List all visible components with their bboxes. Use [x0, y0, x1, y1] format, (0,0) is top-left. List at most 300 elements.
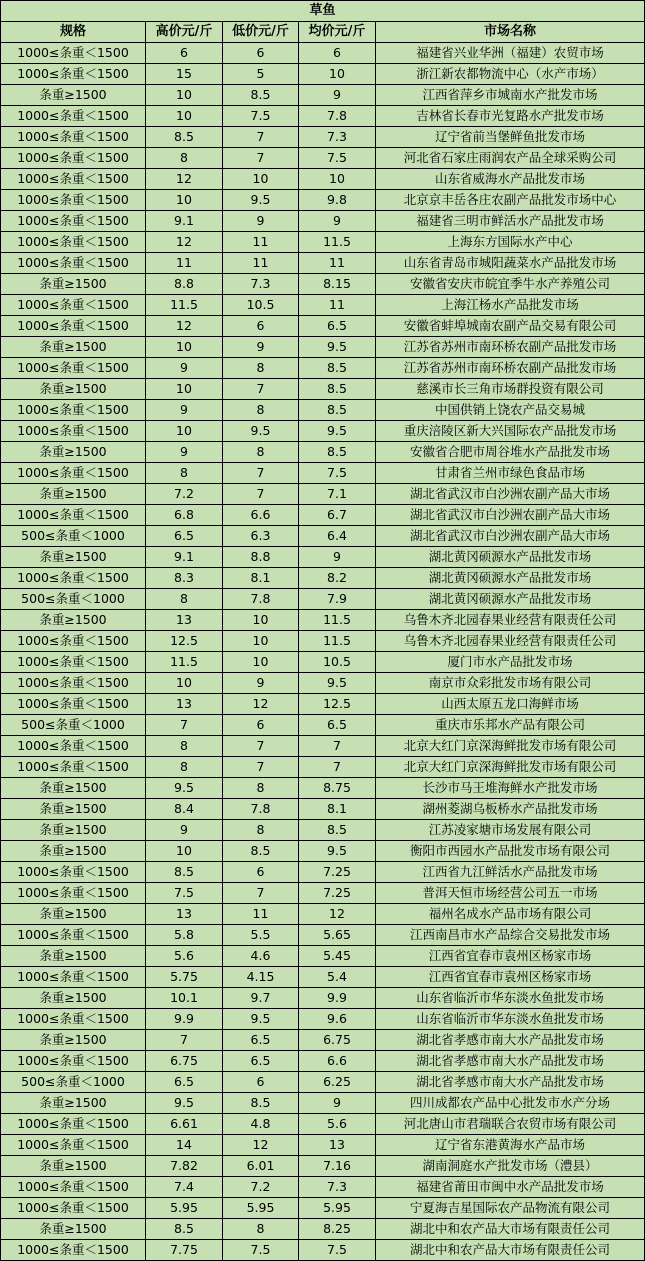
low-price-cell: 10: [223, 631, 299, 652]
high-price-cell: 9: [146, 820, 223, 841]
low-price-cell: 4.8: [223, 1114, 299, 1135]
avg-price-cell: 9.5: [299, 841, 376, 862]
avg-price-cell: 8.15: [299, 274, 376, 295]
high-price-cell: 5.75: [146, 967, 223, 988]
table-row: [1, 253, 645, 274]
high-price-cell: 7.82: [146, 1156, 223, 1177]
spec-cell: 1000≤条重＜1500: [1, 1240, 146, 1261]
avg-price-cell: 9.6: [299, 1009, 376, 1030]
high-price-cell: 8: [146, 736, 223, 757]
low-price-cell: 8.8: [223, 547, 299, 568]
high-price-cell: 13: [146, 904, 223, 925]
table-row: [1, 274, 645, 295]
low-price-cell: 10: [223, 610, 299, 631]
market-name-cell: 河北省石家庄雨润农产品全球采购公司: [376, 148, 645, 169]
market-name-cell: 江苏省苏州市南环桥农副产品批发市场: [376, 337, 645, 358]
market-name-cell: 山西太原五龙口海鲜市场: [376, 694, 645, 715]
avg-price-cell: 5.6: [299, 1114, 376, 1135]
market-name-cell: 山东省临沂市华东淡水鱼批发市场: [376, 1009, 645, 1030]
market-name-cell: 乌鲁木齐北园春果业经营有限责任公司: [376, 631, 645, 652]
table-row: [1, 337, 645, 358]
avg-price-cell: 8.1: [299, 799, 376, 820]
avg-price-cell: 9: [299, 211, 376, 232]
high-price-cell: 11.5: [146, 295, 223, 316]
table-row: [1, 316, 645, 337]
low-price-cell: 8: [223, 778, 299, 799]
spec-cell: 1000≤条重＜1500: [1, 463, 146, 484]
avg-price-cell: 7.3: [299, 1177, 376, 1198]
spec-cell: 条重≥1500: [1, 337, 146, 358]
spec-cell: 条重≥1500: [1, 946, 146, 967]
spec-cell: 1000≤条重＜1500: [1, 1009, 146, 1030]
low-price-cell: 4.15: [223, 967, 299, 988]
avg-price-cell: 11.5: [299, 610, 376, 631]
avg-price-cell: 9: [299, 85, 376, 106]
low-price-cell: 5.5: [223, 925, 299, 946]
column-header-high-price: 高价元/斤: [146, 22, 223, 43]
table-row: [1, 631, 645, 652]
table-row: [1, 148, 645, 169]
market-name-cell: 上海江杨水产品批发市场: [376, 295, 645, 316]
low-price-cell: 6: [223, 1072, 299, 1093]
avg-price-cell: 8.5: [299, 400, 376, 421]
low-price-cell: 8: [223, 820, 299, 841]
table-row: [1, 1093, 645, 1114]
low-price-cell: 7.8: [223, 589, 299, 610]
spec-cell: 1000≤条重＜1500: [1, 757, 146, 778]
high-price-cell: 8: [146, 589, 223, 610]
table-row: [1, 400, 645, 421]
spec-cell: 1000≤条重＜1500: [1, 1051, 146, 1072]
low-price-cell: 6: [223, 715, 299, 736]
market-name-cell: 辽宁省前当堡鲜鱼批发市场: [376, 127, 645, 148]
low-price-cell: 8.5: [223, 1093, 299, 1114]
low-price-cell: 8.5: [223, 841, 299, 862]
spec-cell: 条重≥1500: [1, 841, 146, 862]
avg-price-cell: 6: [299, 43, 376, 64]
table-row: [1, 379, 645, 400]
high-price-cell: 13: [146, 694, 223, 715]
spec-cell: 条重≥1500: [1, 1030, 146, 1051]
low-price-cell: 9.5: [223, 190, 299, 211]
market-name-cell: 河北唐山市君瑞联合农贸市场有限公司: [376, 1114, 645, 1135]
low-price-cell: 6: [223, 862, 299, 883]
avg-price-cell: 7: [299, 736, 376, 757]
spec-cell: 1000≤条重＜1500: [1, 967, 146, 988]
avg-price-cell: 6.6: [299, 1051, 376, 1072]
spec-cell: 1000≤条重＜1500: [1, 295, 146, 316]
high-price-cell: 9.1: [146, 547, 223, 568]
market-name-cell: 江西省宜春市袁州区杨家市场: [376, 946, 645, 967]
market-name-cell: 湖北中和农产品大市场有限责任公司: [376, 1240, 645, 1261]
table-row: [1, 925, 645, 946]
spec-cell: 1000≤条重＜1500: [1, 43, 146, 64]
high-price-cell: 9: [146, 400, 223, 421]
low-price-cell: 10.5: [223, 295, 299, 316]
spec-cell: 条重≥1500: [1, 547, 146, 568]
spec-cell: 1000≤条重＜1500: [1, 568, 146, 589]
high-price-cell: 10.1: [146, 988, 223, 1009]
low-price-cell: 5.95: [223, 1198, 299, 1219]
high-price-cell: 10: [146, 190, 223, 211]
avg-price-cell: 8.25: [299, 1219, 376, 1240]
market-name-cell: 江西南昌市水产品综合交易批发市场: [376, 925, 645, 946]
spec-cell: 1000≤条重＜1500: [1, 190, 146, 211]
column-header-low-price: 低价元/斤: [223, 22, 299, 43]
high-price-cell: 9.1: [146, 211, 223, 232]
high-price-cell: 8.8: [146, 274, 223, 295]
table-row: [1, 946, 645, 967]
low-price-cell: 6.6: [223, 505, 299, 526]
spec-cell: 1000≤条重＜1500: [1, 169, 146, 190]
spec-cell: 1000≤条重＜1500: [1, 1135, 146, 1156]
table-row: [1, 547, 645, 568]
table-row: [1, 442, 645, 463]
high-price-cell: 7.4: [146, 1177, 223, 1198]
avg-price-cell: 8.5: [299, 379, 376, 400]
avg-price-cell: 7.1: [299, 484, 376, 505]
market-name-cell: 浙江新农都物流中心（水产市场）: [376, 64, 645, 85]
high-price-cell: 10: [146, 421, 223, 442]
spec-cell: 条重≥1500: [1, 85, 146, 106]
spec-cell: 条重≥1500: [1, 379, 146, 400]
low-price-cell: 11: [223, 904, 299, 925]
low-price-cell: 6.5: [223, 1030, 299, 1051]
low-price-cell: 7.5: [223, 106, 299, 127]
market-name-cell: 湖北黄冈硕源水产品批发市场: [376, 589, 645, 610]
high-price-cell: 10: [146, 337, 223, 358]
high-price-cell: 9: [146, 442, 223, 463]
low-price-cell: 9.5: [223, 1009, 299, 1030]
low-price-cell: 9.7: [223, 988, 299, 1009]
spec-cell: 500≤条重＜1000: [1, 1072, 146, 1093]
table-row: [1, 169, 645, 190]
market-name-cell: 安徽省安庆市皖宜季牛水产养殖公司: [376, 274, 645, 295]
avg-price-cell: 9.8: [299, 190, 376, 211]
low-price-cell: 12: [223, 694, 299, 715]
low-price-cell: 7: [223, 883, 299, 904]
high-price-cell: 8: [146, 463, 223, 484]
spec-cell: 500≤条重＜1000: [1, 715, 146, 736]
high-price-cell: 13: [146, 610, 223, 631]
market-name-cell: 上海东方国际水产中心: [376, 232, 645, 253]
avg-price-cell: 7.25: [299, 862, 376, 883]
column-header-spec: 规格: [1, 22, 146, 43]
low-price-cell: 6.3: [223, 526, 299, 547]
high-price-cell: 12: [146, 232, 223, 253]
market-name-cell: 安徽省合肥市周谷堆水产品批发市场: [376, 442, 645, 463]
high-price-cell: 10: [146, 85, 223, 106]
low-price-cell: 8.1: [223, 568, 299, 589]
spec-cell: 1000≤条重＜1500: [1, 694, 146, 715]
table-row: [1, 1009, 645, 1030]
market-name-cell: 重庆涪陵区新大兴国际农产品批发市场: [376, 421, 645, 442]
high-price-cell: 12: [146, 316, 223, 337]
avg-price-cell: 9.5: [299, 421, 376, 442]
high-price-cell: 7: [146, 1030, 223, 1051]
avg-price-cell: 7.8: [299, 106, 376, 127]
high-price-cell: 7.2: [146, 484, 223, 505]
table-row: [1, 190, 645, 211]
avg-price-cell: 7: [299, 757, 376, 778]
avg-price-cell: 7.25: [299, 883, 376, 904]
low-price-cell: 6.01: [223, 1156, 299, 1177]
high-price-cell: 6.75: [146, 1051, 223, 1072]
market-name-cell: 长沙市马王堆海鲜水产批发市场: [376, 778, 645, 799]
avg-price-cell: 7.16: [299, 1156, 376, 1177]
avg-price-cell: 6.7: [299, 505, 376, 526]
table-row: [1, 43, 645, 64]
market-name-cell: 福建省三明市鲜活水产品批发市场: [376, 211, 645, 232]
low-price-cell: 6: [223, 316, 299, 337]
low-price-cell: 8.5: [223, 85, 299, 106]
low-price-cell: 11: [223, 232, 299, 253]
market-name-cell: 普洱天恒市场经营公司五一市场: [376, 883, 645, 904]
table-row: [1, 799, 645, 820]
market-name-cell: 湖北省孝感市南大水产品批发市场: [376, 1072, 645, 1093]
table-row: [1, 526, 645, 547]
spec-cell: 条重≥1500: [1, 778, 146, 799]
table-row: [1, 1114, 645, 1135]
market-name-cell: 慈溪市长三角市场群投资有限公司: [376, 379, 645, 400]
market-name-cell: 安徽省蚌埠城南农副产品交易有限公司: [376, 316, 645, 337]
avg-price-cell: 10: [299, 64, 376, 85]
avg-price-cell: 7.5: [299, 148, 376, 169]
table-row: [1, 85, 645, 106]
avg-price-cell: 11: [299, 253, 376, 274]
table-row: [1, 127, 645, 148]
avg-price-cell: 9: [299, 547, 376, 568]
high-price-cell: 6.5: [146, 1072, 223, 1093]
high-price-cell: 7: [146, 715, 223, 736]
high-price-cell: 8.3: [146, 568, 223, 589]
market-name-cell: 辽宁省东港黄海水产品市场: [376, 1135, 645, 1156]
low-price-cell: 11: [223, 253, 299, 274]
high-price-cell: 5.8: [146, 925, 223, 946]
high-price-cell: 12.5: [146, 631, 223, 652]
low-price-cell: 7: [223, 379, 299, 400]
spec-cell: 500≤条重＜1000: [1, 589, 146, 610]
table-title: 草鱼: [1, 1, 645, 22]
market-name-cell: 四川成都农产品中心批发市水产分场: [376, 1093, 645, 1114]
market-name-cell: 湖州菱湖乌板桥水产品批发市场: [376, 799, 645, 820]
table-row: [1, 904, 645, 925]
avg-price-cell: 9.5: [299, 337, 376, 358]
high-price-cell: 6.5: [146, 526, 223, 547]
market-name-cell: 江西省萍乡市城南水产批发市场: [376, 85, 645, 106]
high-price-cell: 10: [146, 673, 223, 694]
avg-price-cell: 7.5: [299, 1240, 376, 1261]
avg-price-cell: 6.25: [299, 1072, 376, 1093]
market-name-cell: 北京京丰岳各庄农副产品批发市场中心: [376, 190, 645, 211]
high-price-cell: 7.5: [146, 883, 223, 904]
spec-cell: 条重≥1500: [1, 904, 146, 925]
low-price-cell: 6.5: [223, 1051, 299, 1072]
high-price-cell: 8.5: [146, 862, 223, 883]
spec-cell: 1000≤条重＜1500: [1, 358, 146, 379]
table-row: [1, 715, 645, 736]
low-price-cell: 5: [223, 64, 299, 85]
table-row: [1, 589, 645, 610]
spec-cell: 1000≤条重＜1500: [1, 652, 146, 673]
low-price-cell: 7: [223, 484, 299, 505]
spec-cell: 1000≤条重＜1500: [1, 862, 146, 883]
table-row: [1, 505, 645, 526]
high-price-cell: 7.75: [146, 1240, 223, 1261]
high-price-cell: 8: [146, 148, 223, 169]
table-row: [1, 862, 645, 883]
table-row: [1, 757, 645, 778]
market-name-cell: 福州名成水产品市场有限公司: [376, 904, 645, 925]
spec-cell: 1000≤条重＜1500: [1, 1198, 146, 1219]
low-price-cell: 7: [223, 463, 299, 484]
market-name-cell: 北京大红门京深海鲜批发市场有限公司: [376, 757, 645, 778]
low-price-cell: 8: [223, 400, 299, 421]
avg-price-cell: 9.5: [299, 673, 376, 694]
avg-price-cell: 6.5: [299, 316, 376, 337]
high-price-cell: 6.61: [146, 1114, 223, 1135]
table-row: [1, 652, 645, 673]
column-header-market: 市场名称: [376, 22, 645, 43]
low-price-cell: 7: [223, 148, 299, 169]
market-name-cell: 吉林省长春市光复路水产批发市场: [376, 106, 645, 127]
table-row: [1, 295, 645, 316]
table-row: [1, 988, 645, 1009]
avg-price-cell: 8.75: [299, 778, 376, 799]
low-price-cell: 7: [223, 736, 299, 757]
spec-cell: 条重≥1500: [1, 988, 146, 1009]
spec-cell: 条重≥1500: [1, 274, 146, 295]
table-row: [1, 778, 645, 799]
avg-price-cell: 12.5: [299, 694, 376, 715]
market-name-cell: 山东省威海水产品批发市场: [376, 169, 645, 190]
high-price-cell: 11.5: [146, 652, 223, 673]
title-row: [1, 1, 645, 22]
table-row: [1, 1198, 645, 1219]
avg-price-cell: 5.45: [299, 946, 376, 967]
high-price-cell: 5.95: [146, 1198, 223, 1219]
avg-price-cell: 6.75: [299, 1030, 376, 1051]
spec-cell: 1000≤条重＜1500: [1, 127, 146, 148]
table-row: [1, 841, 645, 862]
avg-price-cell: 11.5: [299, 631, 376, 652]
high-price-cell: 8.5: [146, 127, 223, 148]
spec-cell: 条重≥1500: [1, 799, 146, 820]
low-price-cell: 12: [223, 1135, 299, 1156]
spec-cell: 1000≤条重＜1500: [1, 736, 146, 757]
spec-cell: 1000≤条重＜1500: [1, 148, 146, 169]
table-row: [1, 421, 645, 442]
table-row: [1, 106, 645, 127]
low-price-cell: 7.3: [223, 274, 299, 295]
spec-cell: 条重≥1500: [1, 820, 146, 841]
avg-price-cell: 8.5: [299, 442, 376, 463]
high-price-cell: 6: [146, 43, 223, 64]
table-row: [1, 1030, 645, 1051]
market-name-cell: 厦门市水产品批发市场: [376, 652, 645, 673]
table-row: [1, 568, 645, 589]
low-price-cell: 9.5: [223, 421, 299, 442]
avg-price-cell: 11: [299, 295, 376, 316]
low-price-cell: 7: [223, 127, 299, 148]
low-price-cell: 9: [223, 337, 299, 358]
table-row: [1, 694, 645, 715]
low-price-cell: 8: [223, 442, 299, 463]
high-price-cell: 6.8: [146, 505, 223, 526]
market-name-cell: 江苏省苏州市南环桥农副产品批发市场: [376, 358, 645, 379]
market-name-cell: 湖北黄冈硕源水产品批发市场: [376, 547, 645, 568]
market-name-cell: 湖南洞庭水产批发市场（澧县）: [376, 1156, 645, 1177]
spec-cell: 1000≤条重＜1500: [1, 421, 146, 442]
high-price-cell: 9: [146, 358, 223, 379]
header-row: [1, 22, 645, 43]
high-price-cell: 9.5: [146, 778, 223, 799]
low-price-cell: 6: [223, 43, 299, 64]
high-price-cell: 11: [146, 253, 223, 274]
table-row: [1, 1051, 645, 1072]
avg-price-cell: 6.5: [299, 715, 376, 736]
table-row: [1, 1177, 645, 1198]
low-price-cell: 8: [223, 358, 299, 379]
high-price-cell: 14: [146, 1135, 223, 1156]
avg-price-cell: 10.5: [299, 652, 376, 673]
market-name-cell: 中国供销上饶农产品交易城: [376, 400, 645, 421]
market-name-cell: 湖北省武汉市白沙洲农副产品大市场: [376, 526, 645, 547]
spec-cell: 1000≤条重＜1500: [1, 505, 146, 526]
low-price-cell: 7.5: [223, 1240, 299, 1261]
avg-price-cell: 6.4: [299, 526, 376, 547]
spec-cell: 条重≥1500: [1, 1219, 146, 1240]
spec-cell: 1000≤条重＜1500: [1, 64, 146, 85]
market-name-cell: 福建省莆田市闽中水产品批发市场: [376, 1177, 645, 1198]
table-row: [1, 820, 645, 841]
avg-price-cell: 8.5: [299, 358, 376, 379]
table-row: [1, 1135, 645, 1156]
spec-cell: 1000≤条重＜1500: [1, 925, 146, 946]
table-row: [1, 883, 645, 904]
avg-price-cell: 11.5: [299, 232, 376, 253]
low-price-cell: 9: [223, 211, 299, 232]
avg-price-cell: 5.4: [299, 967, 376, 988]
market-name-cell: 宁夏海吉星国际农产品物流有限公司: [376, 1198, 645, 1219]
market-name-cell: 北京大红门京深海鲜批发市场有限公司: [376, 736, 645, 757]
table-row: [1, 463, 645, 484]
avg-price-cell: 5.65: [299, 925, 376, 946]
high-price-cell: 10: [146, 106, 223, 127]
avg-price-cell: 7.9: [299, 589, 376, 610]
table-row: [1, 1240, 645, 1261]
market-name-cell: 福建省兴业华洲（福建）农贸市场: [376, 43, 645, 64]
avg-price-cell: 13: [299, 1135, 376, 1156]
table-row: [1, 358, 645, 379]
table-row: [1, 232, 645, 253]
high-price-cell: 15: [146, 64, 223, 85]
spec-cell: 条重≥1500: [1, 1093, 146, 1114]
market-name-cell: 湖北省孝感市南大水产品批发市场: [376, 1051, 645, 1072]
market-name-cell: 江西省宜春市袁州区杨家市场: [376, 967, 645, 988]
market-name-cell: 江西省九江鲜活水产品批发市场: [376, 862, 645, 883]
spec-cell: 1000≤条重＜1500: [1, 673, 146, 694]
avg-price-cell: 7.5: [299, 463, 376, 484]
spec-cell: 1000≤条重＜1500: [1, 211, 146, 232]
table-row: [1, 484, 645, 505]
market-name-cell: 湖北省武汉市白沙洲农副产品大市场: [376, 484, 645, 505]
high-price-cell: 12: [146, 169, 223, 190]
market-name-cell: 南京市众彩批发市场有限公司: [376, 673, 645, 694]
avg-price-cell: 9: [299, 1093, 376, 1114]
avg-price-cell: 7.3: [299, 127, 376, 148]
low-price-cell: 10: [223, 169, 299, 190]
